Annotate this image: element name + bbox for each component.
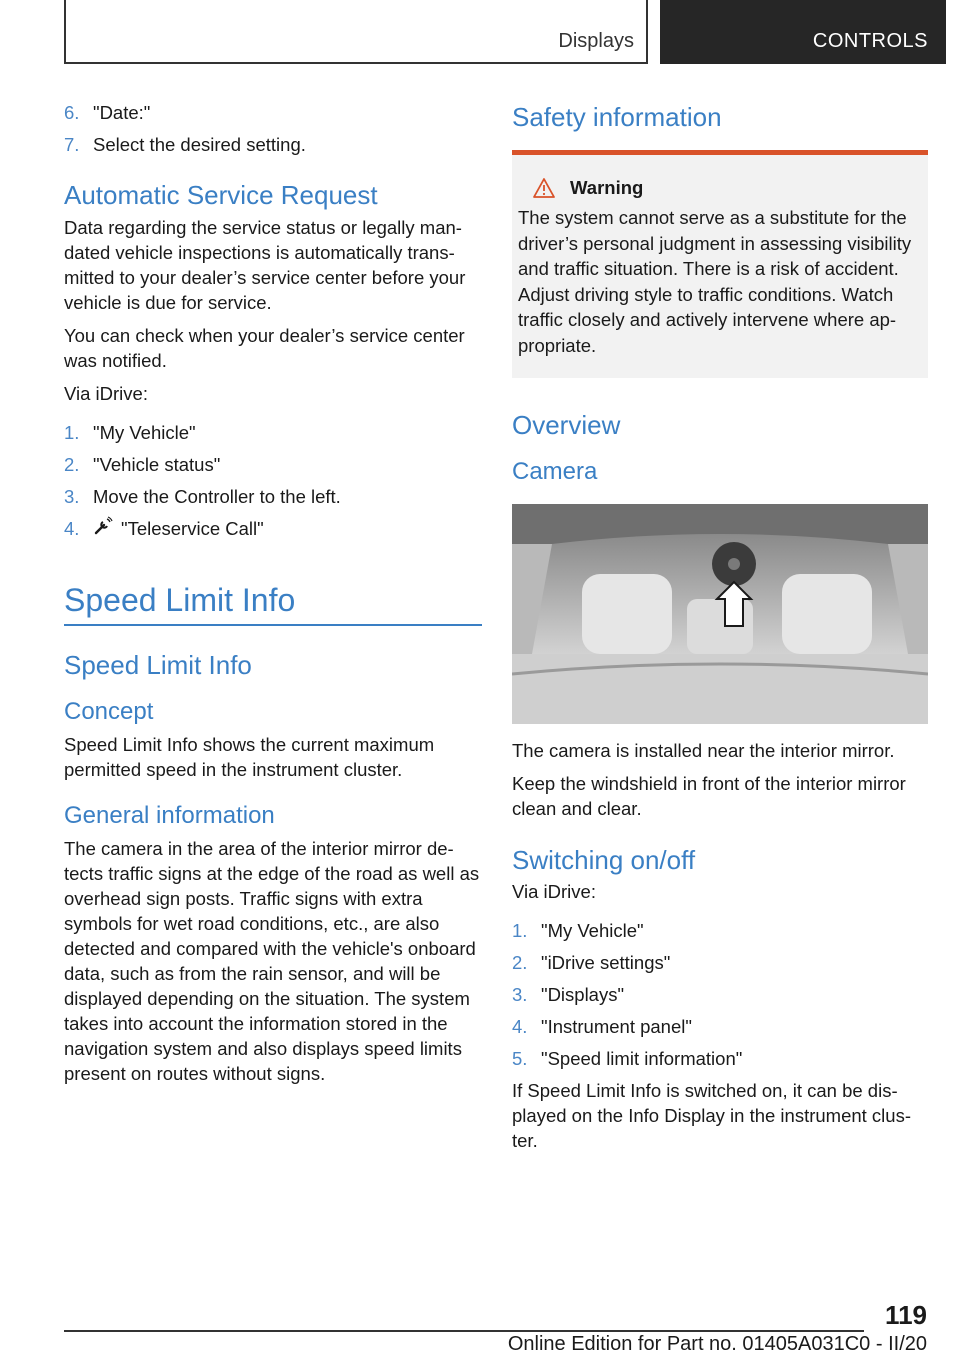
camera-paragraph-1: The camera is installed near the interior mirror. xyxy=(512,740,895,761)
camera-heading: Camera xyxy=(512,458,598,485)
warning-title-row xyxy=(518,177,922,199)
switch-steps xyxy=(512,918,928,1071)
asr-heading: Automatic Service Request xyxy=(64,180,378,210)
list-item: 4. "Instrument panel" xyxy=(512,1016,692,1037)
warning-text: The system cannot serve as a substitute for the driver’s personal judgment in assessing visibility and traffic situation. There is a risk of accident. Adjust driving style to traffic conditions. Watch traffic closely and actively intervene where appropriate. xyxy=(518,207,912,356)
safety-heading: Safety information xyxy=(512,102,722,132)
header-section-title: Displays xyxy=(558,30,634,52)
header-chapter-box xyxy=(660,0,946,64)
sli-subheading: Speed Limit Info xyxy=(64,650,252,680)
switch-heading: Switching on/off xyxy=(512,845,696,875)
concept-heading: Concept xyxy=(64,698,154,725)
list-item: 3. "Displays" xyxy=(512,984,625,1005)
warning-triangle-icon xyxy=(532,177,556,199)
asr-steps xyxy=(64,420,482,542)
switch-paragraph-2: If Speed Limit Info is switched on, it can be displayed on the Info Display in the instrument cluster. xyxy=(512,1080,911,1151)
asr-paragraph-3: Via iDrive: xyxy=(64,383,148,404)
list-item: 1. "My Vehicle" xyxy=(64,422,196,443)
sli-heading: Speed Limit Info xyxy=(64,580,482,626)
header-chapter-title: CONTROLS xyxy=(812,30,928,52)
list-item: 2. "Vehicle status" xyxy=(64,454,221,475)
warning-box xyxy=(512,150,928,378)
general-heading: General information xyxy=(64,802,275,829)
steps-top xyxy=(64,100,482,157)
list-item: 5. "Speed limit information" xyxy=(512,1048,743,1069)
list-item: 4. "Teleservice Call" xyxy=(64,516,482,542)
list-item: 2. "iDrive settings" xyxy=(512,952,671,973)
footer-edition: Online Edition for Part no. 01405A031C0 - II/20 xyxy=(507,1333,927,1355)
left-column xyxy=(64,100,482,1094)
header-section-box xyxy=(64,0,648,64)
warning-title: Warning xyxy=(570,177,644,198)
camera-paragraph-2: Keep the windshield in front of the interior mirror clean and clear. xyxy=(512,773,906,819)
list-item: 3. Move the Controller to the left. xyxy=(64,486,341,507)
right-column xyxy=(512,100,928,1161)
page-number: 119 xyxy=(885,1300,927,1330)
footer-divider xyxy=(64,1330,864,1332)
switch-paragraph: Via iDrive: xyxy=(512,881,596,902)
list-item: 1. "My Vehicle" xyxy=(512,920,644,941)
list-item: 7. Select the desired setting. xyxy=(64,134,306,155)
asr-paragraph-2: You can check when your dealer’s service center was notified. xyxy=(64,325,465,371)
general-paragraph: The camera in the area of the interior mirror detects traffic signs at the edge of the road as well as overhead sign posts. Traffic signs with extra symbols for wet road conditions, etc., are also detected and compared with the vehicle's onboard data, such as from the rain sensor, and will be displayed depending on the situation. The system takes into account the information stored in the navigation system and also displays speed limits present on routes without signs. xyxy=(64,838,480,1084)
concept-paragraph: Speed Limit Info shows the current maximum permitted speed in the instrument cluster. xyxy=(64,734,435,780)
overview-heading: Overview xyxy=(512,410,621,440)
asr-paragraph-1: Data regarding the service status or legally mandated vehicle inspections is automatically transmitted to your dealer’s service center before your vehicle is due for service. xyxy=(64,217,466,313)
camera-illustration xyxy=(512,504,928,724)
wrench-signal-icon xyxy=(93,516,115,542)
list-item: 6. "Date:" xyxy=(64,102,151,123)
